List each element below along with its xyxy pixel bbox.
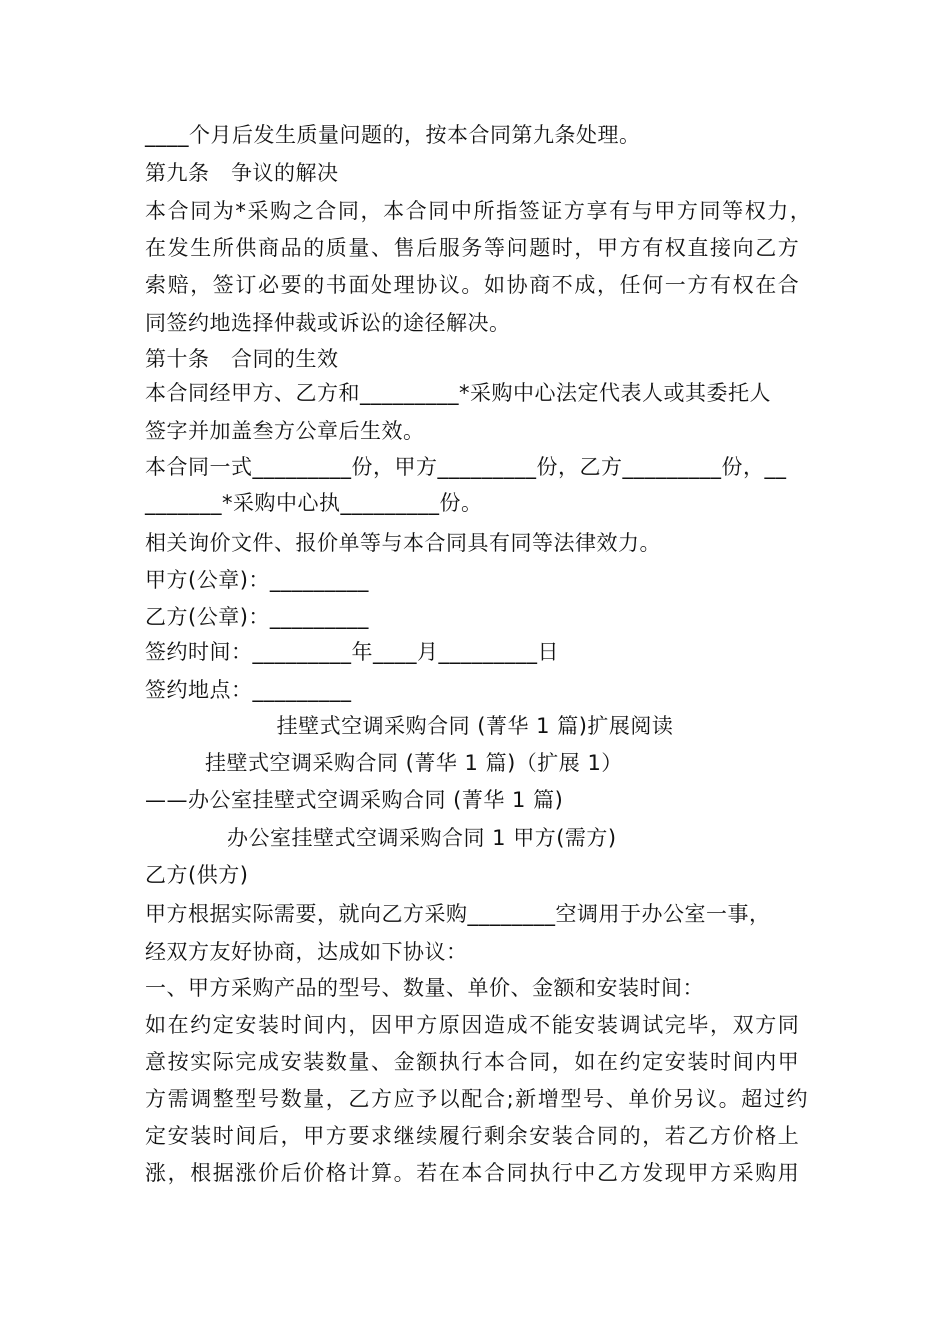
text-line: 同签约地选择仲裁或诉讼的途径解决。 <box>145 311 511 335</box>
text-line: 签字并加盖叁方公章后生效。 <box>145 419 425 443</box>
text-line: 本合同为*采购之合同，本合同中所指签证方享有与甲方同等权力， <box>145 199 813 223</box>
text-line: 本合同经甲方、乙方和_________*采购中心法定代表人或其委托人 <box>145 381 771 405</box>
text-line: _______*采购中心执_________份。 <box>145 491 483 515</box>
text-line: 意按实际完成安装数量、金额执行本合同，如在约定安装时间内甲 <box>145 1050 801 1074</box>
extension-heading: ——办公室挂壁式空调采购合同 (菁华 1 篇) <box>145 788 564 812</box>
signature-line-party-a: 甲方(公章)：_________ <box>145 568 369 592</box>
text-line: 如在约定安装时间内，因甲方原因造成不能安装调试完毕，双方同 <box>145 1013 801 1037</box>
article-heading: 第十条 合同的生效 <box>145 347 339 371</box>
text-line: 在发生所供商品的质量、售后服务等问题时，甲方有权直接向乙方 <box>145 236 801 260</box>
extension-subtitle: 挂壁式空调采购合同 (菁华 1 篇)（扩展 1） <box>205 751 623 775</box>
signature-line-party-b: 乙方(公章)：_________ <box>145 605 369 629</box>
article-heading: 第九条 争议的解决 <box>145 161 339 185</box>
text-line: 涨，根据涨价后价格计算。若在本合同执行中乙方发现甲方采购用 <box>145 1161 801 1185</box>
text-line: 甲方根据实际需要，就向乙方采购________空调用于办公室一事， <box>145 902 771 926</box>
text-line: 经双方友好协商，达成如下协议： <box>145 940 468 964</box>
text-line: ____个月后发生质量问题的，按本合同第九条处理。 <box>145 123 641 147</box>
extended-reading-title: 挂壁式空调采购合同 (菁华 1 篇)扩展阅读 <box>276 714 674 738</box>
signing-place-line: 签约地点：_________ <box>145 678 352 702</box>
signing-date-line: 签约时间：_________年____月_________日 <box>145 640 559 664</box>
text-line: 方需调整型号数量，乙方应予以配合;新增型号、单价另议。超过约 <box>145 1087 810 1111</box>
contract-title: 办公室挂壁式空调采购合同 1 甲方(需方) <box>227 826 617 850</box>
section-heading: 一、甲方采购产品的型号、数量、单价、金额和安装时间： <box>145 976 704 1000</box>
text-line: 乙方(供方) <box>145 863 249 887</box>
text-line: 定安装时间后，甲方要求继续履行剩余安装合同的，若乙方价格上 <box>145 1124 801 1148</box>
text-line: 相关询价文件、报价单等与本合同具有同等法律效力。 <box>145 531 661 555</box>
text-line: 本合同一式_________份，甲方_________份，乙方_________份，__ <box>145 455 787 479</box>
text-line: 索赔，签订必要的书面处理协议。如协商不成，任何一方有权在合 <box>145 273 801 297</box>
